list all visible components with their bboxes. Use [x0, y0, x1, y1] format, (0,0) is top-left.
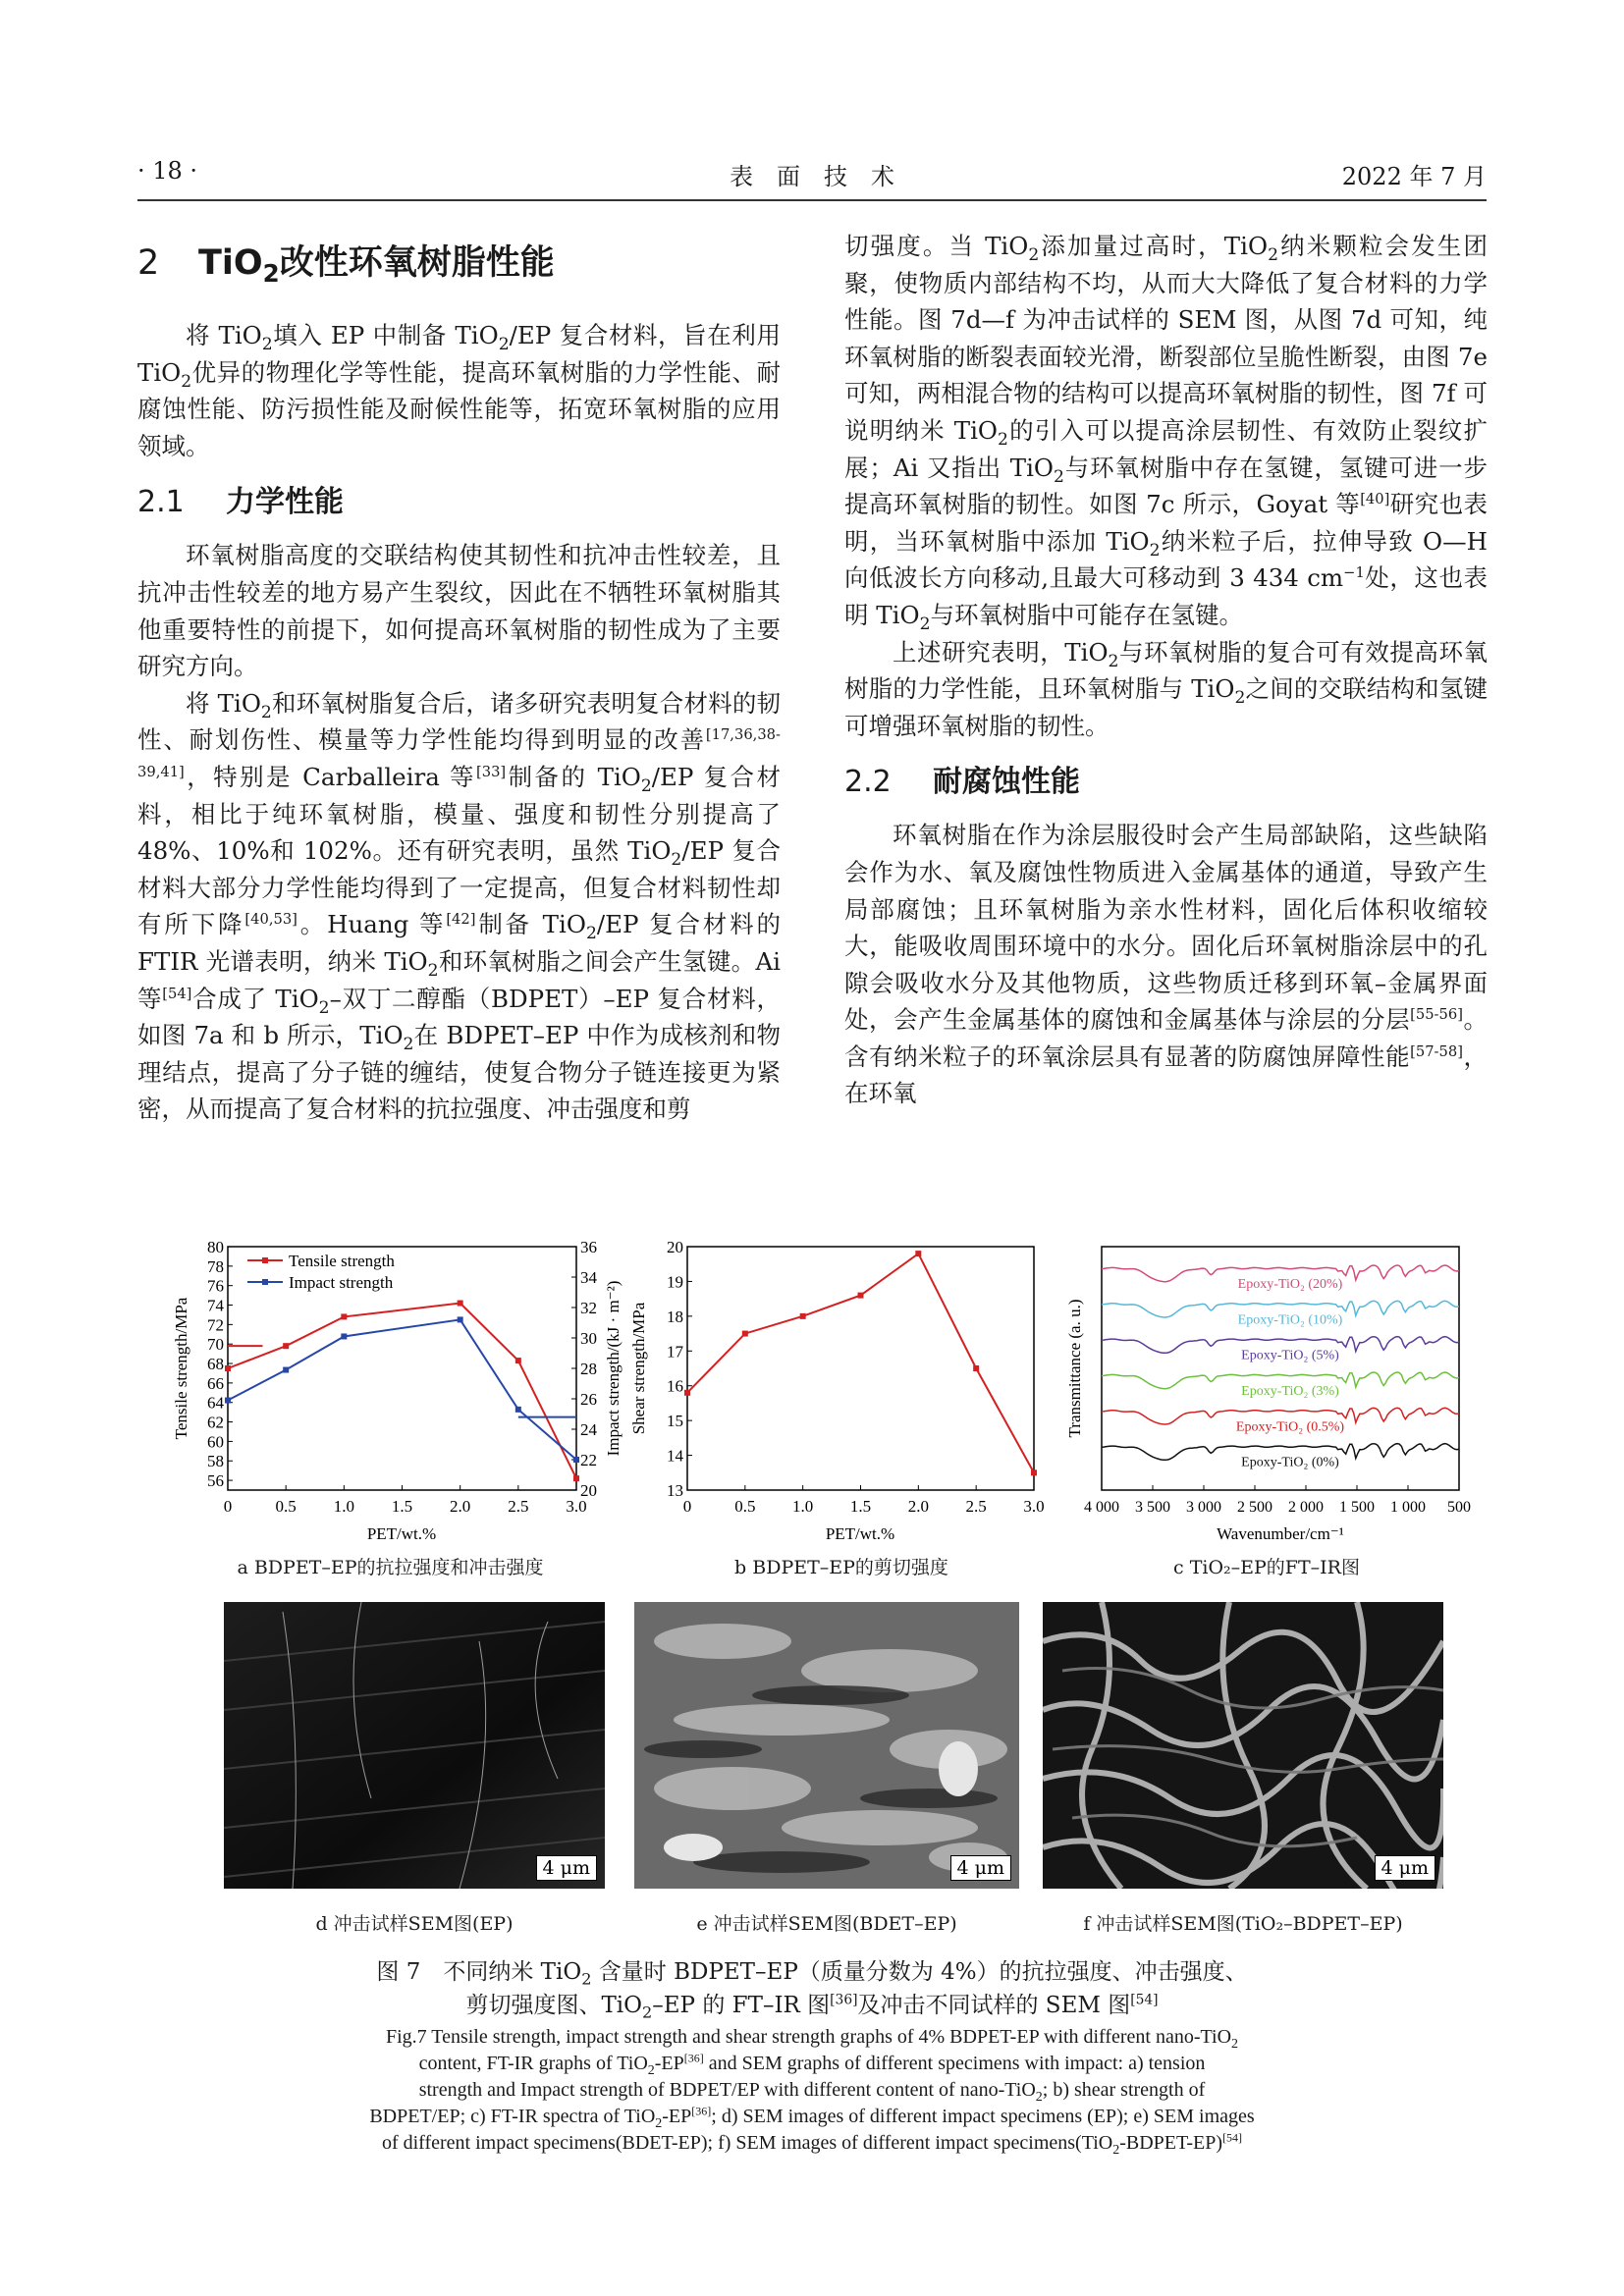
chart-c-series-label: Epoxy-TiO₂ (20%)	[1237, 1277, 1343, 1292]
chart-a-point	[515, 1407, 521, 1413]
chart-b-point	[915, 1251, 921, 1256]
chart-b-point	[858, 1293, 864, 1299]
chart-b-point	[1031, 1469, 1037, 1475]
chart-a-ytick-right-label: 36	[580, 1238, 597, 1256]
page-number: · 18 ·	[137, 157, 198, 185]
chart-a-xtick-label: 0.5	[275, 1497, 297, 1516]
chart-a-point	[225, 1398, 231, 1404]
chart-b-xtick-label: 2.0	[907, 1497, 929, 1516]
section-2-1-heading: 2.1 力学性能	[137, 485, 344, 520]
chart-b-ylabel: Shear strength/MPa	[629, 1302, 648, 1435]
chart-a-ytick-label: 76	[207, 1276, 224, 1296]
figure-caption-en: Fig.7 Tensile strength, impact strength and shear strength graphs of 4% BDPET-EP with different nano-TiO$_2$ content, FT-IR graphs of TiO$_2$-EP[36] and SEM graphs of different specimens with impact: a) tension strength and Impact strength of BDPET/EP with different content of nano-TiO$_2$; b) shear strength of BDPET/EP; c) FT-IR spectra of TiO$_2$-EP[36]; d) SEM images of different impact specimens (EP); e) SEM images of different impact specimens(BDET-EP); f) SEM images of different impact specimens(TiO$_2$-BDPET-EP)[54]	[369, 2026, 1255, 2158]
chart-b-ytick-label: 13	[667, 1481, 683, 1500]
section-2-heading: 2 TiO$_2$改性环氧树脂性能	[137, 243, 555, 288]
chart-b-xlabel: PET/wt.%	[825, 1524, 895, 1543]
chart-a-point	[283, 1367, 289, 1373]
chart-b-xtick-label: 1.5	[849, 1497, 872, 1516]
chart-a-frame	[228, 1247, 576, 1490]
legend-tensile-marker	[262, 1257, 268, 1263]
figure-label-b: b BDPET–EP的剪切强度	[734, 1557, 948, 1578]
legend-impact-label: Impact strength	[289, 1273, 394, 1292]
paragraph-toughness: 环氧树脂高度的交联结构使其韧性和抗冲击性较差，且抗冲击性较差的地方易产生裂纹，因此在不牺牲环氧树脂其他重要特性的前提下，如何提高环氧树脂的韧性成为了主要研究方向。	[137, 541, 781, 681]
chart-a-xtick-label: 3.0	[566, 1497, 587, 1516]
right-column	[844, 228, 1488, 1112]
chart-a-point	[573, 1457, 579, 1463]
header-rule	[137, 199, 1487, 201]
figure-label-d: d 冲击试样SEM图(EP)	[315, 1913, 514, 1935]
chart-a-ytick-right-label: 34	[580, 1268, 597, 1287]
chart-c-series-label: Epoxy-TiO₂ (10%)	[1237, 1312, 1343, 1328]
chart-a-legend	[247, 1252, 395, 1292]
chart-c-ftir	[1060, 1235, 1473, 1547]
scale-bar-d: 4 μm	[536, 1855, 598, 1881]
chart-b-point	[973, 1365, 979, 1371]
chart-a-ytick-right-label: 32	[580, 1299, 597, 1317]
sem-image-bdet-ep	[634, 1602, 1019, 1889]
section-2-2-heading: 2.2 耐腐蚀性能	[844, 765, 1080, 800]
chart-a-point	[283, 1343, 289, 1349]
chart-a-ytick-right-label: 28	[580, 1360, 597, 1378]
chart-c-ylabel: Transmittance (a. u.)	[1065, 1299, 1084, 1438]
chart-a-ytick-label: 68	[207, 1355, 224, 1374]
chart-b-xtick-label: 3.0	[1023, 1497, 1045, 1516]
chart-a-series-line	[228, 1319, 576, 1460]
chart-a-ytick-right-label: 26	[580, 1390, 597, 1409]
paragraph-summary: 上述研究表明，TiO$_2$与环氧树脂的复合可有效提高环氧树脂的力学性能，且环氧树脂与 TiO$_2$之间的交联结构和氢键可增强环氧树脂的韧性。	[844, 637, 1489, 740]
chart-b-ytick-label: 19	[667, 1272, 683, 1292]
figure-label-c: c TiO₂–EP的FT–IR图	[1173, 1557, 1360, 1578]
paragraph-composites: 将 TiO$_2$和环氧树脂复合后，诸多研究表明复合材料的韧性、耐划伤性、模量等力学性能均得到明显的改善[17,36,38-39,41]，特别是 Carballeira 等[33]制备的 TiO$_2$/EP 复合材料，相比于纯环氧树脂，模量、强度和韧性分别提高了 48%、10%和 102%。还有研究表明，虽然 TiO$_2$/EP 复合材料大部分力学性能均得到了一定提高，但复合材料韧性却有所下降[40,53]。Huang 等[42]制备 TiO$_2$/EP 复合材料的 FTIR 光谱表明，纳米 TiO$_2$和环氧树脂之间会产生氢键。Ai 等[54]合成了 TiO$_2$–双丁二醇酯（BDPET）–EP 复合材料，如图 7a 和 b 所示，TiO$_2$在 BDPET–EP 中作为成核剂和物理结点，提高了分子链的缠结，使复合物分子链连接更为紧密，从而提高了复合材料的抗拉强度、冲击强度和剪	[137, 688, 781, 1124]
paragraph-corrosion: 环氧树脂在作为涂层服役时会产生局部缺陷，这些缺陷会作为水、氧及腐蚀性物质进入金属基体的通道，导致产生局部腐蚀；且环氧树脂为亲水性材料，固化后体积收缩较大，能吸收周围环境中的水分。固化后环氧树脂涂层中的孔隙会吸收水分及其他物质，这些物质迁移到环氧–金属界面处，会产生金属基体的腐蚀和金属基体与涂层的分层[55-56]。含有纳米粒子的环氧涂层具有显著的防腐蚀屏障性能[57-58]，在环氧	[844, 821, 1489, 1108]
chart-a-tensile-impact	[157, 1235, 623, 1547]
chart-b-xtick-label: 2.5	[965, 1497, 987, 1516]
chart-a-ytick-label: 70	[207, 1335, 224, 1355]
chart-a-ytick-right-label: 22	[580, 1451, 597, 1469]
chart-a-xtick-label: 2.0	[450, 1497, 471, 1516]
chart-a-xtick-label: 0	[223, 1497, 233, 1516]
chart-a-ytick-label: 60	[207, 1432, 224, 1452]
chart-b-ytick-label: 15	[667, 1412, 683, 1431]
issue-date: 2022 年 7 月	[1341, 163, 1487, 190]
chart-c-xtick-label: 500	[1447, 1499, 1471, 1516]
chart-a-ytick-label: 72	[207, 1315, 224, 1335]
chart-b-ytick-label: 17	[667, 1342, 683, 1362]
chart-a-xtick-label: 1.0	[333, 1497, 354, 1516]
legend-tensile-label: Tensile strength	[289, 1252, 395, 1270]
legend-impact-marker	[262, 1279, 268, 1285]
chart-c-xtick-label: 3 000	[1186, 1499, 1221, 1516]
chart-b-point	[742, 1331, 748, 1337]
chart-b-ytick-label: 20	[667, 1238, 683, 1256]
chart-a-ytick-label: 58	[207, 1452, 224, 1471]
chart-a-point	[458, 1301, 463, 1307]
figure-label-f: f 冲击试样SEM图(TiO₂–BDPET–EP)	[1083, 1913, 1403, 1935]
chart-b-frame	[687, 1247, 1034, 1490]
chart-a-point	[515, 1358, 521, 1363]
chart-a-series-line	[228, 1304, 576, 1479]
chart-b-point	[684, 1390, 690, 1396]
figure-label-e: e 冲击试样SEM图(BDET–EP)	[696, 1913, 957, 1935]
chart-b-ytick-label: 14	[667, 1446, 683, 1466]
chart-b-ytick-label: 18	[667, 1307, 683, 1326]
chart-b-ytick-label: 16	[667, 1376, 683, 1396]
left-column	[137, 228, 781, 1128]
chart-a-ytick-label: 74	[207, 1296, 224, 1315]
sem-image-ep	[224, 1602, 605, 1889]
chart-a-ytick-right-label: 24	[580, 1420, 597, 1439]
chart-a-ytick-label: 56	[207, 1471, 224, 1491]
sem-image-tio2-bdpet-ep	[1043, 1602, 1443, 1889]
chart-a-ytick-label: 66	[207, 1373, 224, 1393]
chart-a-point	[225, 1365, 231, 1371]
chart-c-xtick-label: 1 500	[1339, 1499, 1375, 1516]
chart-c-xtick-label: 2 000	[1288, 1499, 1324, 1516]
chart-a-xtick-label: 2.5	[508, 1497, 529, 1516]
paragraph-shear: 切强度。当 TiO$_2$添加量过高时，TiO$_2$纳米颗粒会发生团聚，使物质内部结构不均，从而大大降低了复合材料的力学性能。图 7d—f 为冲击试样的 SEM 图，从图 7d 可知，纯环氧树脂的断裂表面较光滑，断裂部位呈脆性断裂，由图 7e 可知，两相混合物的结构可以提高环氧树脂的韧性，图 7f 可说明纳米 TiO$_2$的引入可以提高涂层韧性、有效防止裂纹扩展；Ai 又指出 TiO$_2$与环氧树脂中存在氢键，氢键可进一步提高环氧树脂的韧性。如图 7c 所示，Goyat 等[40]研究也表明，当环氧树脂中添加 TiO$_2$纳米粒子后，拉伸导致 O—H 向低波长方向移动,且最大可移动到 3 434 $cm^{-1}$处，这也表明 TiO$_2$与环氧树脂中可能存在氢键。	[844, 232, 1489, 634]
chart-a-point	[458, 1316, 463, 1322]
journal-title: 表 面 技 术	[730, 163, 894, 190]
chart-c-xlabel: Wavenumber/cm⁻¹	[1217, 1524, 1344, 1543]
chart-a-ylabel: Tensile strength/MPa	[172, 1297, 190, 1440]
chart-a-ytick-label: 62	[207, 1413, 224, 1432]
chart-a-point	[341, 1333, 347, 1339]
chart-c-xtick-label: 2 500	[1237, 1499, 1272, 1516]
chart-a-ytick-right-label: 30	[580, 1329, 597, 1348]
chart-a-ylabel-right: Impact strength/(kJ · m⁻²)	[604, 1280, 623, 1457]
chart-a-point	[573, 1475, 579, 1481]
chart-b-shear	[626, 1235, 1056, 1547]
chart-c-xtick-label: 3 500	[1135, 1499, 1170, 1516]
chart-a-ytick-label: 64	[207, 1393, 224, 1413]
chart-c-series-label: Epoxy-TiO₂ (0.5%)	[1235, 1419, 1345, 1435]
figure-label-a: a BDPET–EP的抗拉强度和冲击强度	[237, 1557, 544, 1578]
chart-b-xtick-label: 1.0	[792, 1497, 814, 1516]
chart-c-xtick-label: 1 000	[1390, 1499, 1426, 1516]
chart-a-xlabel: PET/wt.%	[366, 1524, 437, 1543]
chart-a-point	[341, 1313, 347, 1319]
chart-a-xtick-label: 1.5	[391, 1497, 413, 1516]
chart-b-xtick-label: 0.5	[734, 1497, 756, 1516]
chart-c-series-label: Epoxy-TiO₂ (3%)	[1241, 1384, 1339, 1399]
chart-b-xtick-label: 0	[682, 1497, 692, 1516]
chart-c-xtick-label: 4 000	[1084, 1499, 1119, 1516]
chart-b-point	[800, 1313, 806, 1319]
scale-bar-e: 4 μm	[950, 1855, 1012, 1881]
chart-a-ytick-label: 80	[207, 1238, 224, 1256]
chart-c-series-label: Epoxy-TiO₂ (5%)	[1241, 1348, 1339, 1363]
figure-caption-cn: 图 7 不同纳米 TiO$_2$ 含量时 BDPET–EP（质量分数为 4%）的抗拉强度、冲击强度、 剪切强度图、TiO$_2$–EP 的 FT–IR 图[36]及冲击不同试样的 SEM 图[54]	[376, 1959, 1248, 2022]
intro-paragraph: 将 TiO$_2$填入 EP 中制备 TiO$_2$/EP 复合材料，旨在利用 TiO$_2$优异的物理化学等性能，提高环氧树脂的力学性能、耐腐蚀性能、防污损性能及耐候性能等，拓宽环氧树脂的应用领域。	[137, 321, 781, 460]
scale-bar-f: 4 μm	[1375, 1855, 1436, 1881]
chart-a-ytick-label: 78	[207, 1256, 224, 1276]
chart-a-ytick-right-label: 20	[580, 1481, 597, 1500]
chart-c-series-label: Epoxy-TiO₂ (0%)	[1241, 1455, 1339, 1470]
chart-b-series-line	[687, 1254, 1034, 1472]
